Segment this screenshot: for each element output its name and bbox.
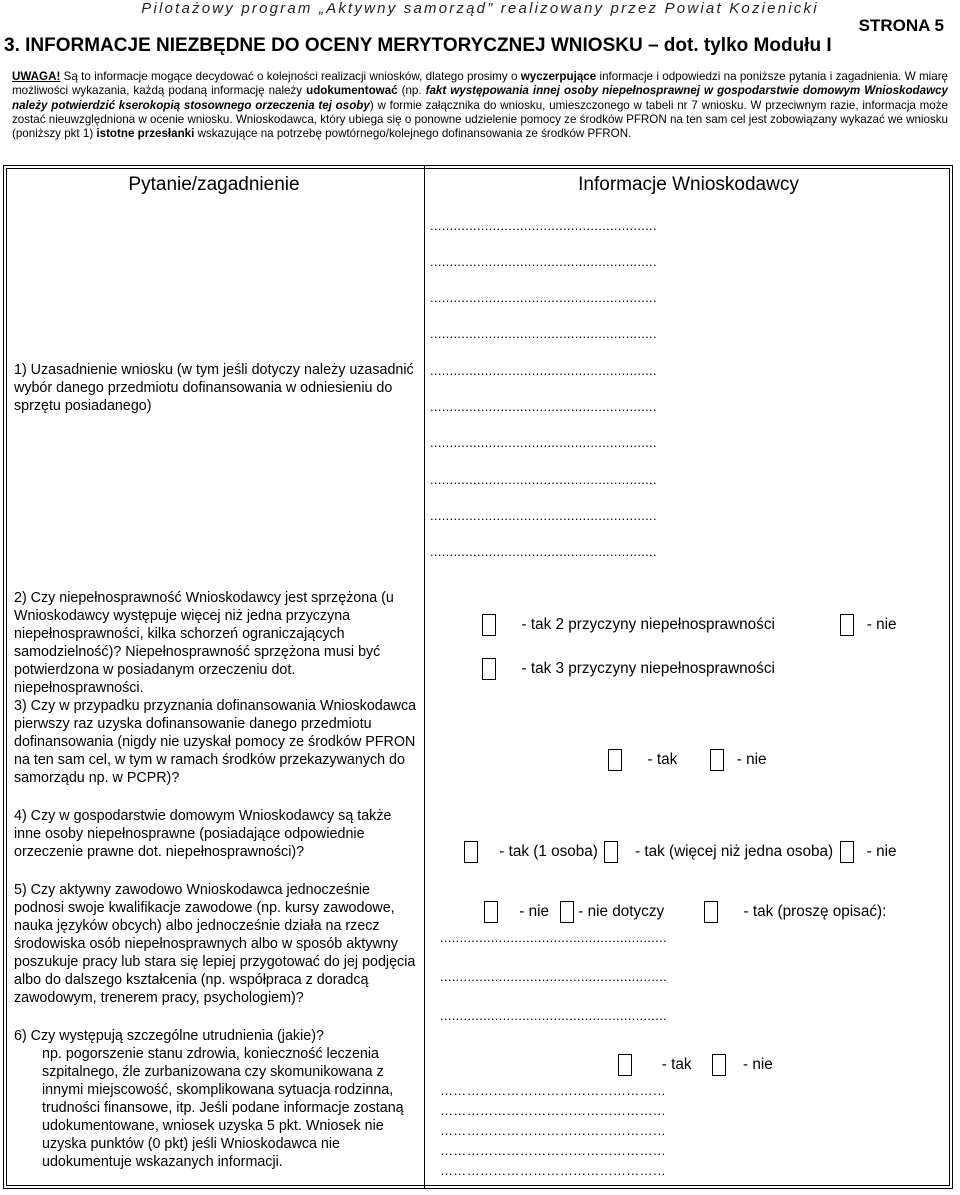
q6-option-no[interactable] — [712, 1054, 773, 1076]
checkbox-icon[interactable] — [482, 614, 496, 636]
answer-line[interactable]: .......................................................... — [430, 399, 657, 414]
q5-option-2-label: - nie dotyczy — [578, 903, 665, 920]
checkbox-icon[interactable] — [704, 901, 718, 923]
question-5: 5) Czy aktywny zawodowo Wnioskodawca jednocześnie podnosi swoje kwalifikacje zawodowe (np. kursy zawodowe, nauka języków obcych) albo jednocześnie działa na rzecz środowiska osób niepełnosprawnych albo w sposób aktywny poszukuje pracy lub stara się lepiej przygotować do jej podjęcia albo do dalszego kształcenia (np. współpraca z doradcą zawodowym, trenerem pracy, psychologiem)? — [14, 882, 416, 1006]
q2-option-3-label: - tak 3 przyczyny niepełnosprawności — [521, 660, 775, 677]
notice-text-5: wskazujące na potrzebę powtórnego/kolejnego dofinansowania ze środków PFRON. — [194, 127, 632, 141]
q2-option-two-causes[interactable] — [482, 614, 775, 636]
answer-line[interactable]: …………………………………………… — [440, 1123, 667, 1138]
answer-line[interactable]: .......................................................... — [430, 290, 657, 305]
notice-text-1: Są to informacje mogące decydować o kolejności realizacji wniosków, dlatego prosimy o — [60, 70, 521, 83]
program-header: Pilotażowy program „Aktywny samorząd” realizowany przez Powiat Kozienicki — [141, 0, 819, 17]
checkbox-icon[interactable] — [484, 901, 498, 923]
notice-bold-1: wyczerpujące — [520, 70, 597, 83]
q3-yes-label: - tak — [647, 751, 678, 768]
q2-option-2-label: - nie — [866, 616, 897, 633]
question-6-heading: 6) Czy występują szczególne utrudnienia (jakie)? — [14, 1028, 324, 1044]
q2-option-1-label: - tak 2 przyczyny niepełnosprawności — [521, 616, 775, 633]
answer-line[interactable]: .......................................................... — [430, 435, 657, 450]
answer-line[interactable]: .......................................................... — [440, 930, 667, 945]
answer-line[interactable]: .......................................................... — [440, 969, 667, 984]
answer-line[interactable]: .......................................................... — [430, 218, 657, 233]
q5-option-not-applicable[interactable] — [560, 901, 664, 923]
question-4: 4) Czy w gospodarstwie domowym Wnioskodawcy są także inne osoby niepełnosprawne (posiadające odpowiednie orzeczenie prawne dot. niepełnosprawności)? — [14, 808, 392, 860]
q3-option-yes[interactable] — [608, 749, 677, 771]
notice-text-4: ) w formie załącznika do wniosku, umieszczonego w tabeli nr 7 wniosku. W przeciwnym razie, informacja może zostać nieuwzględniona w ocenie wniosku. Wnioskodawca, który ubiega się o ponowne udzielenie pomocy ze środków PFRON na ten sam cel jest zobowiązany wykazać we wniosku (poniższy pkt 1) — [12, 98, 948, 141]
q5-option-yes-describe[interactable] — [704, 901, 886, 923]
question-1: 1) Uzasadnienie wniosku (w tym jeśli dotyczy należy uzasadnić wybór danego przedmiotu dofinansowania w odniesieniu do sprzętu posiadanego) — [14, 362, 414, 414]
notice-text-3: (np. — [397, 84, 426, 98]
checkbox-icon[interactable] — [604, 841, 618, 863]
q4-option-no[interactable] — [840, 841, 897, 863]
column-header-answer: Informacje Wnioskodawcy — [578, 174, 799, 195]
checkbox-icon[interactable] — [482, 658, 496, 680]
checkbox-icon[interactable] — [840, 841, 854, 863]
column-divider — [424, 166, 425, 1188]
answer-line[interactable]: …………………………………………… — [440, 1163, 667, 1178]
checkbox-icon[interactable] — [464, 841, 478, 863]
q4-option-3-label: - nie — [866, 843, 897, 860]
notice-bold-2: udokumentować — [306, 84, 398, 98]
notice-bold-3: istotne przesłanki — [96, 127, 195, 141]
notice-paragraph — [12, 70, 948, 141]
checkbox-icon[interactable] — [608, 749, 622, 771]
answer-line[interactable]: …………………………………………… — [440, 1143, 667, 1158]
q3-no-label: - nie — [736, 751, 767, 768]
answer-line[interactable]: .......................................................... — [430, 363, 657, 378]
checkbox-icon[interactable] — [560, 901, 574, 923]
q3-option-no[interactable] — [710, 749, 767, 771]
question-6-details: np. pogorszenie stanu zdrowia, konieczność leczenia szpitalnego, źle zurbanizowana czy skomunikowana z innymi miejscowość, skomplikowana sytuacja rodzinna, trudności finansowe, itp. Jeśli podane informacje zostaną udokumentowane, wniosek uzyska 5 pkt. Wniosek nie uzyska punktów (0 pkt) jeśli Wnioskodawca nie udokumentuje wskazanych informacji. — [42, 1046, 404, 1170]
q6-no-label: - nie — [743, 1056, 773, 1073]
questions-table — [3, 165, 953, 1189]
checkbox-icon[interactable] — [712, 1054, 726, 1076]
q6-option-yes[interactable] — [618, 1054, 692, 1076]
question-2: 2) Czy niepełnosprawność Wnioskodawcy jest sprzężona (u Wnioskodawcy występuje więcej niż jedna przyczyna niepełnosprawności, kilka schorzeń ograniczających samodzielność)? Niepełnosprawność sprzężona musi być potwierdzona w posiadanym orzeczeniu dot. niepełnosprawności. — [14, 590, 394, 696]
answer-line[interactable]: …………………………………………… — [440, 1103, 667, 1118]
notice-lead: UWAGA! — [12, 70, 61, 83]
q2-option-no[interactable] — [840, 614, 897, 636]
answer-line[interactable]: .......................................................... — [430, 544, 657, 559]
column-header-question: Pytanie/zagadnienie — [128, 174, 300, 195]
question-3: 3) Czy w przypadku przyznania dofinansowania Wnioskodawca pierwszy raz uzyska dofinansowanie danego przedmiotu dofinansowania (nigdy nie uzyskał pomocy ze środków PFRON na ten sam cel, w tym w ramach środków przekazywanych do samorządu np. w PCPR)? — [14, 698, 417, 786]
page-number: STRONA 5 — [858, 16, 944, 35]
notice-bold-italic: fakt występowania innej osoby niepełnosprawnej w gospodarstwie domowym Wnioskodawcy należy potwierdzić kserokopią stosownego orzeczenia tej osoby — [12, 84, 949, 112]
answer-line[interactable]: .......................................................... — [440, 1008, 667, 1023]
q4-option-more-persons[interactable] — [604, 841, 833, 863]
answer-line[interactable]: …………………………………………… — [440, 1083, 667, 1098]
q4-option-1-label: - tak (1 osoba) — [499, 843, 598, 860]
q5-option-1-label: - nie — [519, 903, 550, 920]
q5-option-3-label: - tak (proszę opisać): — [743, 903, 887, 920]
q5-option-no[interactable] — [484, 901, 549, 923]
notice-text-2: informacje i odpowiedzi na poniższe pytania i zagadnienia. W miarę możliwości wykazania, każdą podaną informację należy — [12, 70, 948, 98]
q4-option-one-person[interactable] — [464, 841, 598, 863]
q6-yes-label: - tak — [661, 1056, 692, 1073]
answer-line[interactable]: .......................................................... — [430, 508, 657, 523]
section-title: 3. INFORMACJE NIEZBĘDNE DO OCENY MERYTORYCZNEJ WNIOSKU – dot. tylko Modułu I — [4, 35, 832, 56]
q4-option-2-label: - tak (więcej niż jedna osoba) — [635, 843, 834, 860]
answer-line[interactable]: .......................................................... — [430, 254, 657, 269]
checkbox-icon[interactable] — [840, 614, 854, 636]
answer-line[interactable]: .......................................................... — [430, 472, 657, 487]
checkbox-icon[interactable] — [710, 749, 724, 771]
answer-line[interactable]: .......................................................... — [430, 326, 657, 341]
checkbox-icon[interactable] — [618, 1054, 632, 1076]
q2-option-three-causes[interactable] — [482, 658, 775, 680]
